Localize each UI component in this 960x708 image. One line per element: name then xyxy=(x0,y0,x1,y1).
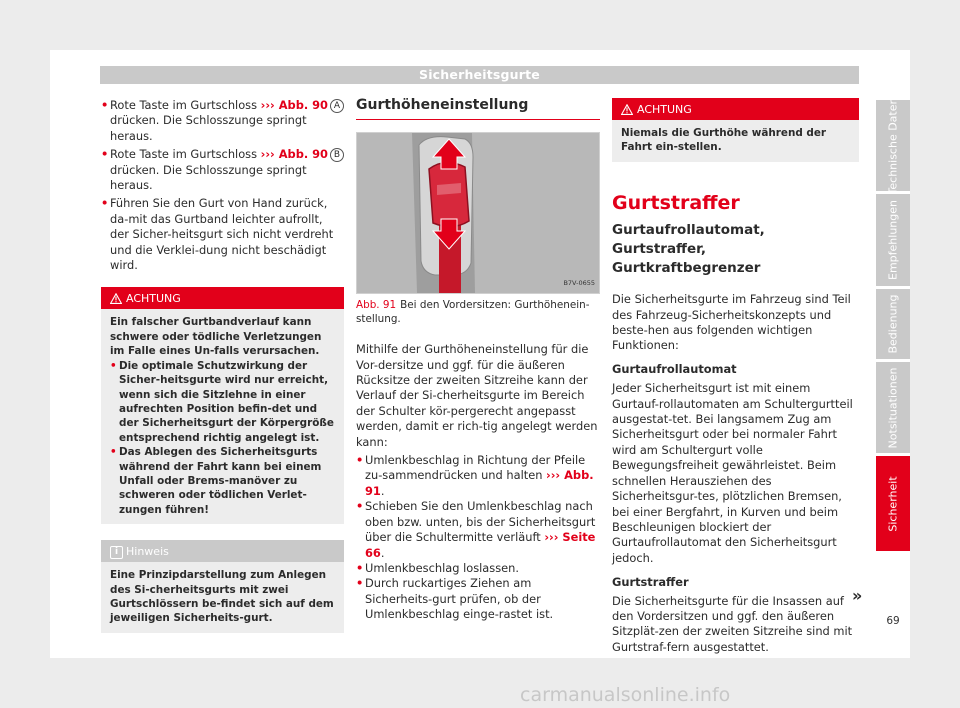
column-3 xyxy=(612,98,859,655)
info-icon: i xyxy=(110,546,123,559)
list-item: • Durch ruckartiges Ziehen am Sicherheits-gurt prüfen, ob der Umlenkbeschlag einge-rastet ist. xyxy=(356,576,600,622)
warning-box xyxy=(612,98,859,162)
section-title: Gurthöheneinstellung xyxy=(356,98,600,120)
list-item: • Rote Taste im Gurtschloss ››› Abb. 90 B drücken. Die Schlosszunge springt heraus. xyxy=(101,147,344,193)
section-subtitle: Gurtaufrollautomat, Gurtstraffer, Gurtkraftbegrenzer xyxy=(612,222,765,277)
list-item: • Schieben Sie den Umlenkbeschlag nach oben bzw. unten, bis der Sicherheitsgurt über die Schultermitte verläuft ››› Seite 66. xyxy=(356,499,600,561)
belt-adjuster-illustration xyxy=(357,133,599,293)
tab-technische-daten[interactable]: Technische Daten xyxy=(876,100,910,191)
list-item: • Die optimale Schutzwirkung der Sicher-heitsgurte wird nur erreicht, wenn sich die Sitzlehne in einer aufrechten Position befin-det und der Sicherheitsgurt der Körpergröße entsprechend richtig angelegt ist. xyxy=(110,359,335,445)
list-item: • Rote Taste im Gurtschloss ››› Abb. 90 A drücken. Die Schlosszunge springt heraus. xyxy=(101,98,344,144)
warning-icon xyxy=(110,293,122,304)
page-header: Sicherheitsgurte xyxy=(100,66,859,84)
tab-bedienung[interactable]: Bedienung xyxy=(876,289,910,359)
column-1 xyxy=(101,98,344,633)
chapter-tabs xyxy=(876,97,910,554)
paragraph: Die Sicherheitsgurte im Fahrzeug sind Teil des Fahrzeug-Sicherheitskonzepts und beste-hen aus folgenden wichtigen Funktionen: xyxy=(612,292,851,353)
page-number: 69 xyxy=(886,615,900,627)
hint-box xyxy=(101,540,344,633)
paragraph: Jeder Sicherheitsgurt ist mit einem Gurtauf-rollautomaten am Schultergurtteil ausgestat-tet. Bei langsamem Zug am Sicherheitsgurt oder bei normaler Fahrt wird am Schultergurt volle Bewegungsfreiheit gewährleistet. Beim schnellen Herausziehen des Sicherheitsgur-tes, plötzlichen Bremsen, bei einer Bergfahrt, in Kurven und beim Beschleunigen blockiert der Gurtaufrollautomat den Sicherheitsgurt jedoch. xyxy=(612,381,853,565)
warning-icon xyxy=(621,104,633,115)
list-item: • Das Ablegen des Sicherheitsgurts während der Fahrt kann bei einem Unfall oder Brems-manöver zu schweren oder tödlichen Verlet-zungen führen! xyxy=(110,445,335,517)
chapter-title: Gurtstraffer xyxy=(612,191,740,214)
tab-empfehlungen[interactable]: Empfehlungen xyxy=(876,194,910,286)
column-2 xyxy=(356,98,600,623)
warning-body: Ein falscher Gurtbandverlauf kann schwere oder tödliche Verletzungen im Falle eines Un-falls verursachen. • Die optimale Schutzwirkung der Sicher-heitsgurte wird nur erreicht, wenn sich die Sitzlehne in einer aufrechten Position befin-det und der Sicherheitsgurt der Körpergröße entsprechend richtig angelegt ist. • Das Ablegen des Sicherheitsgurts während der Fahrt kann bei einem Unfall oder Brems-manöver zu schweren oder tödlichen Verlet-zungen führen! xyxy=(101,309,344,524)
figure-code: B7V-0655 xyxy=(563,279,595,287)
tab-notsituationen[interactable]: Notsituationen xyxy=(876,362,910,453)
warning-box xyxy=(101,287,344,524)
continue-indicator: » xyxy=(852,586,863,605)
page-link[interactable]: ››› Seite 66 xyxy=(365,530,596,560)
figure-link[interactable]: ››› Abb. 90 xyxy=(260,147,328,162)
figure-caption: Abb. 91 Bei den Vordersitzen: Gurthöhenein-stellung. xyxy=(356,299,590,325)
callout-marker: A xyxy=(330,99,344,113)
paragraph-heading: Gurtstraffer xyxy=(612,575,689,590)
hint-header: i Hinweis xyxy=(101,542,344,562)
warning-header: ACHTUNG xyxy=(612,100,859,120)
figure-link[interactable]: ››› Abb. 91 xyxy=(365,468,594,498)
list-item: • Umlenkbeschlag in Richtung der Pfeile zu-sammendrücken und halten ››› Abb. 91. xyxy=(356,453,600,499)
figure-link[interactable]: ››› Abb. 90 xyxy=(260,98,328,112)
hint-body: Eine Prinzipdarstellung zum Anlegen des Si-cherheitsgurts mit zwei Gurtschlössern be-findet sich auf dem jeweiligen Sicherheits-gurt. xyxy=(110,569,334,625)
list-item: • Umlenkbeschlag loslassen. xyxy=(356,561,600,576)
paragraph: Die Sicherheitsgurte für die Insassen auf den Vordersitzen und ggf. den äußeren Sitzplät-zen der zweiten Sitzreihe sind mit Gurtstraf-fern ausgestattet. xyxy=(612,593,853,654)
belt-height-figure xyxy=(356,132,600,294)
callout-marker: B xyxy=(330,148,344,162)
tab-sicherheit[interactable]: Sicherheit xyxy=(876,456,910,551)
paragraph: Mithilfe der Gurthöheneinstellung für die Vor-dersitze und ggf. für die äußeren Rücksitze der zweiten Sitzreihe kann der Verlauf der Si-cherheitsgurte im Bereich der Schulter kör-pergerecht angepasst werden, damit er rich-tig angelegt werden kann: xyxy=(356,342,598,449)
warning-header: ACHTUNG xyxy=(101,289,344,309)
warning-body: Niemals die Gurthöhe während der Fahrt ein-stellen. xyxy=(621,127,827,154)
watermark: carmanualsonline.info xyxy=(520,684,731,706)
paragraph-heading: Gurtaufrollautomat xyxy=(612,361,737,376)
list-item: • Führen Sie den Gurt von Hand zurück, da-mit das Gurtband leichter aufrollt, der Sicher-heitsgurt sich nicht verdreht und die Verklei-dung nicht beschädigt wird. xyxy=(101,196,344,273)
